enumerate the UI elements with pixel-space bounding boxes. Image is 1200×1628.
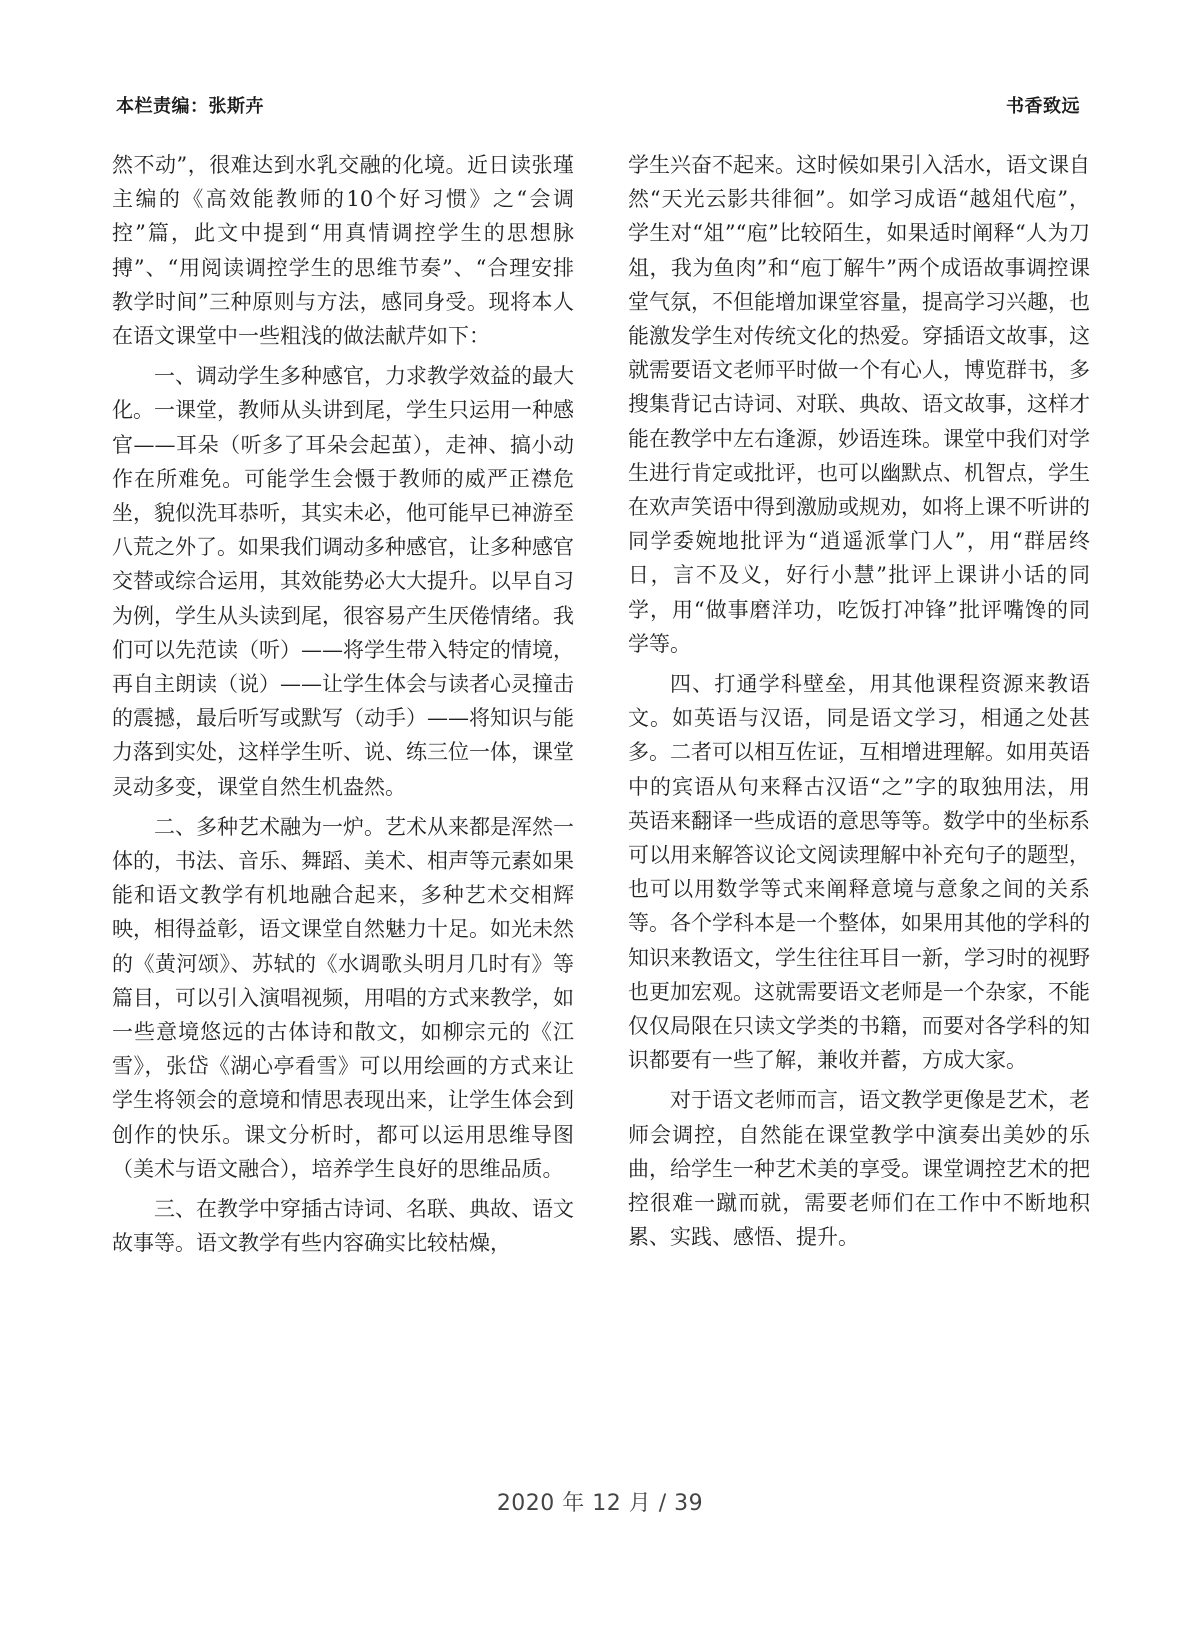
paragraph: 二、多种艺术融为一炉。艺术从来都是浑然一体的，书法、音乐、舞蹈、美术、相声等元素如果能和语文教学有机地融合起来，多种艺术交相辉映，相得益彰，语文课堂自然魅力十足。如光未然的《黄河颂》、苏轼的《水调歌头明月几时有》等篇目，可以引入演唱视频，用唱的方式来教学，如一些意境悠远的古体诗和散文，如柳宗元的《江雪》，张岱《湖心亭看雪》可以用绘画的方式来让学生将领会的意境和情思表现出来，让学生体会到创作的快乐。课文分析时，都可以运用思维导图（美术与语文融合），培养学生良好的思维品质。 [112, 814, 574, 1181]
paragraph: 对于语文老师而言，语文教学更像是艺术，老师会调控，自然能在课堂教学中演奏出美妙的乐曲，给学生一种艺术美的享受。课堂调控艺术的把控很难一蹴而就，需要老师们在工作中不断地积累、实践、感悟、提升。 [628, 1088, 1090, 1250]
column-name: 书香致远 [1006, 96, 1080, 117]
paragraph: 一、调动学生多种感官，力求教学效益的最大化。一课堂，教师从头讲到尾，学生只运用一种感官——耳朵（听多了耳朵会起茧），走神、搞小动作在所难免。可能学生会慑于教师的威严正襟危坐，貌似洗耳恭听，其实未必，他可能早已神游至八荒之外了。如果我们调动多种感官，让多种感官交替或综合运用，其效能势必大大提升。以早自习为例，学生从头读到尾，很容易产生厌倦情绪。我们可以先范读（听）——将学生带入特定的情境，再自主朗读（说）——让学生体会与读者心灵撞击的震撼，最后听写或默写（动手）——将知识与能力落到实处，这样学生听、说、练三位一体，课堂灵动多变，课堂自然生机盎然。 [112, 364, 574, 799]
paragraph: 三、在教学中穿插古诗词、名联、典故、语文故事等。语文教学有些内容确实比较枯燥， [112, 1197, 574, 1256]
column-editor: 本栏责编：张斯卉 [116, 96, 264, 117]
page-footer: 2020 年 12 月 / 39 [496, 1491, 704, 1516]
paragraph: 然不动”，很难达到水乳交融的化境。近日读张瑾主编的《高效能教师的10个好习惯》之“会调控”篇，此文中提到“用真情调控学生的思想脉搏”、“用阅读调控学生的思维节奏”、“合理安排教学时间”三种原则与方法，感同身受。现将本人在语文课堂中一些粗浅的做法献芹如下： [112, 153, 574, 349]
paragraph: 学生兴奋不起来。这时候如果引入活水，语文课自然“天光云影共徘徊”。如学习成语“越俎代庖”，学生对“俎”“庖”比较陌生，如果适时阐释“人为刀俎，我为鱼肉”和“庖丁解牛”两个成语故事调控课堂气氛，不但能增加课堂容量，提高学习兴趣，也能激发学生对传统文化的热爱。穿插语文故事，这就需要语文老师平时做一个有心人，博览群书，多搜集背记古诗词、对联、典故、语文故事，这样才能在教学中左右逢源，妙语连珠。课堂中我们对学生进行肯定或批评，也可以幽默点、机智点，学生在欢声笑语中得到激励或规劝，如将上课不听讲的同学委婉地批评为“逍遥派掌门人”，用“群居终日，言不及义，好行小慧”批评上课讲小话的同学，用“做事磨洋功，吃饭打冲锋”批评嘴馋的同学等。 [628, 153, 1090, 656]
paragraph: 四、打通学科壁垒，用其他课程资源来教语文。如英语与汉语，同是语文学习，相通之处甚多。二者可以相互佐证，互相增进理解。如用英语中的宾语从句来释古汉语“之”字的取独用法，用英语来翻译一些成语的意思等等。数学中的坐标系可以用来解答议论文阅读理解中补充句子的题型，也可以用数学等式来阐释意境与意象之间的关系等。各个学科本是一个整体，如果用其他的学科的知识来教语文，学生往往耳目一新，学习时的视野也更加宏观。这就需要语文老师是一个杂家，不能仅仅局限在只读文学类的书籍，而要对各学科的知识都要有一些了解，兼收并蓄，方成大家。 [628, 672, 1090, 1073]
right-column [628, 148, 1090, 1261]
left-column [112, 148, 574, 1267]
